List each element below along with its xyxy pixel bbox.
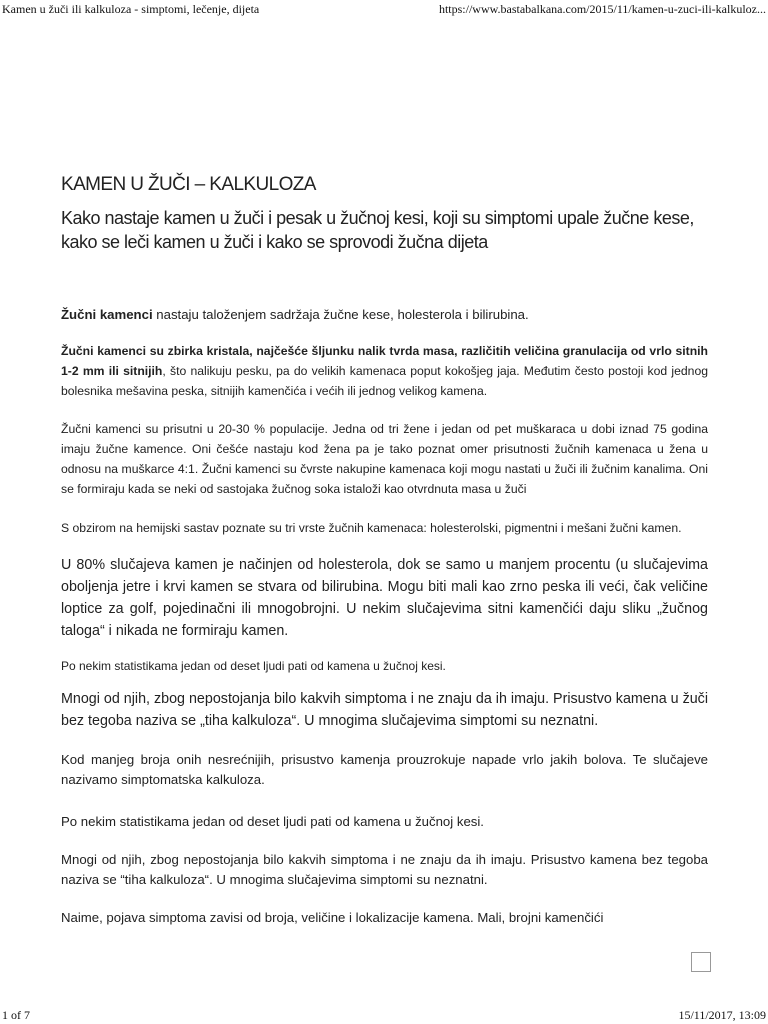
- paragraph-intro-bold: Žučni kamenci: [61, 307, 153, 322]
- article-subtitle: Kako nastaje kamen u žuči i pesak u žučnoj kesi, koji su simptomi upale žučne kese, kako se leči kamen u žuči i kako se sprovodi žučna dijeta: [61, 208, 694, 252]
- paragraph-crystals: [61, 341, 708, 401]
- paragraph-types: S obzirom na hemijski sastav poznate su tri vrste žučnih kamenaca: holesterolski, pigmentni i mešani žučni kamen.: [61, 521, 682, 535]
- paragraph-statistics-repeat: Po nekim statistikama jedan od deset ljudi pati od kamena u žučnoj kesi.: [61, 814, 484, 829]
- paragraph-silent: Mnogi od njih, zbog nepostojanja bilo kakvih simptoma i ne znaju da ih imaju. Prisustvo kamena u žuči bez tegoba naziva se „tiha kalkuloza“. U mnogima slučajevima simptomi su neznatni.: [61, 691, 708, 729]
- paragraph-crystals-text: , što nalikuju pesku, pa do velikih kamenaca poput kokošjeg jaja. Međutim često postoji kod jednog bolesnika mešavina peska, sitnijih kamenčića i većih ili jednog velikog kamena.: [61, 364, 709, 398]
- print-header: [0, 0, 768, 20]
- paragraph-intro: [61, 305, 708, 325]
- paragraph-silent-repeat: Mnogi od njih, zbog nepostojanja bilo kakvih simptoma i ne znaju da ih imaju. Prisustvo kamena bez tegoba naziva se “tiha kalkuloza“. U mnogima slučajevima simptomi su neznatni.: [61, 852, 708, 887]
- print-page-number: 1 of 7: [2, 1008, 30, 1022]
- paragraph-symptomatic: Kod manjeg broja onih nesrećnijih, prisustvo kamenja prouzrokuje napade vrlo jakih bolova. Te slučajeve nazivamo simptomatska kalkuloza.: [61, 752, 708, 787]
- print-page-title: Kamen u žuči ili kalkuloza - simptomi, lečenje, dijeta: [2, 2, 260, 16]
- print-footer: [0, 1004, 768, 1024]
- paragraph-prevalence: Žučni kamenci su prisutni u 20-30 % populacije. Jedna od tri žene i jedan od pet muškaraca u dobi iznad 75 godina imaju žučne kamence. Oni češće nastaju kod žena pa je tako poznat omer prisutnosti žučnih kamenaca u žena u odnosu na muškarce 4:1. Žučni kamenci su čvrste nakupine kamenaca koji mogu nastati u žuči ili žučnim kanalima. Oni se formiraju kada se neki od sastojaka žučnog soka istaloži kao otvrdnuta masa u žuči: [61, 422, 708, 496]
- paragraph-symptoms-start: Naime, pojava simptoma zavisi od broja, veličine i lokalizacije kamena. Mali, brojni kamenčići: [61, 910, 604, 925]
- scroll-widget[interactable]: [691, 952, 711, 972]
- paragraph-crystals-bold: Žučni kamenci su zbirka kristala, najčešće šljunku nalik tvrda masa, različitih veličina granulacija od vrlo sitnih 1-2 mm ili sitnijih: [61, 344, 708, 378]
- article: [61, 172, 708, 928]
- paragraph-intro-text: nastaju taloženjem sadržaja žučne kese, holesterola i bilirubina.: [152, 307, 529, 322]
- paragraph-statistics: Po nekim statistikama jedan od deset ljudi pati od kamena u žučnoj kesi.: [61, 659, 446, 673]
- print-datetime: 15/11/2017, 13:09: [678, 1008, 766, 1022]
- print-url: https://www.bastabalkana.com/2015/11/kamen-u-zuci-ili-kalkuloz...: [438, 2, 766, 16]
- paragraph-cholesterol: U 80% slučajeva kamen je načinjen od holesterola, dok se samo u manjem procentu (u slučajevima oboljenja jetre i krvi kamen se stvara od bilirubina. Mogu biti mali kao zrno peska ili veći, čak veličine loptice za golf, pojedinačni ili mnogobrojni. U nekim slučajevima sitni kamenčići daju sliku „žučnog taloga“ i nikada ne formiraju kamen.: [61, 557, 708, 639]
- article-title: KAMEN U ŽUČI – KALKULOZA: [61, 174, 316, 195]
